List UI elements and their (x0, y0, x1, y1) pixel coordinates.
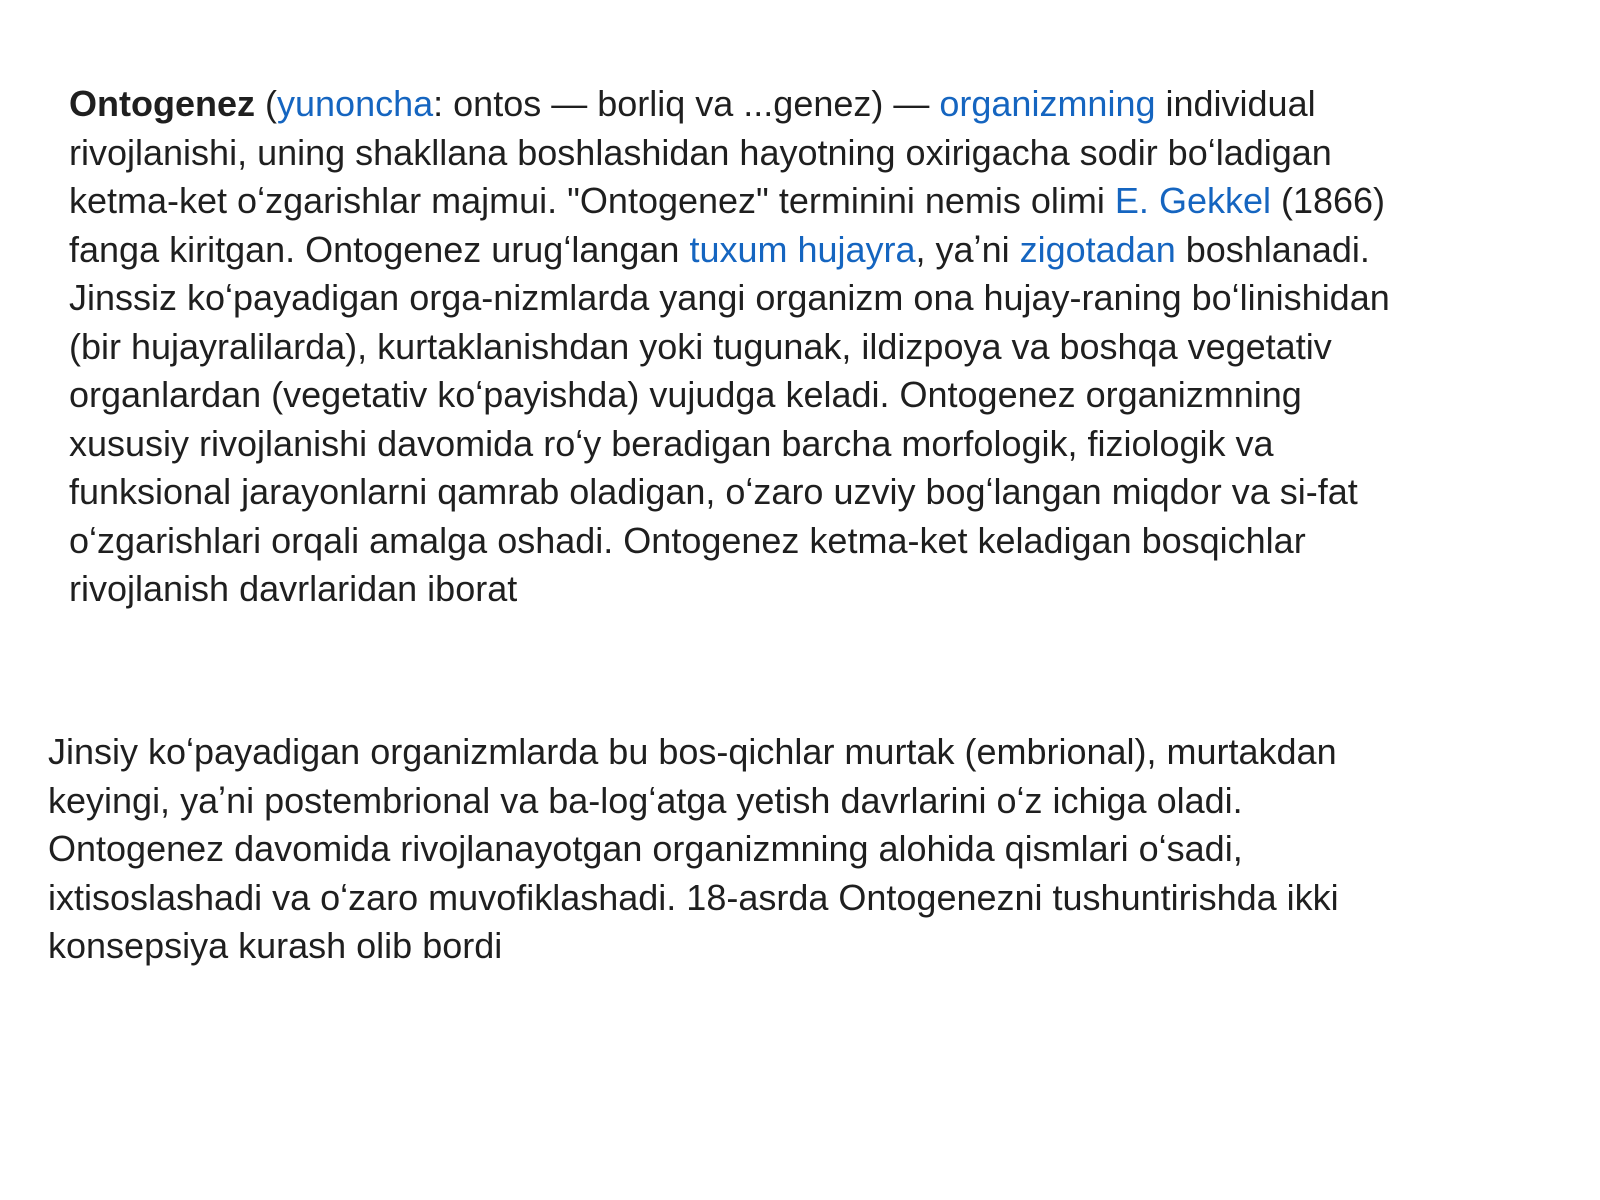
text-segment: , yaʼni (915, 228, 1020, 270)
link-organizmning[interactable]: organizmning (939, 83, 1156, 124)
ontogenez-definition-paragraph (69, 80, 1589, 614)
link-e-gekkel[interactable]: E. Gekkel (1114, 180, 1271, 221)
jinsiy-kopayish-paragraph (48, 728, 1568, 971)
text-segment: ( (255, 83, 277, 124)
term-ontogenez: Ontogenez (69, 83, 255, 124)
paragraph-text: Jinsiy koʻpayadigan organizmlarda bu bos-qichlar murtak (embrional), murtakdan keyingi, yaʼni postembrional va ba-logʻatga yetish davrlarini oʻz ichiga oladi. Ontogenez davomida rivojlanayotgan organizmning alohida qismlari oʻsadi, ixtisoslashadi va oʻzaro muvofiklashadi. 18-asrda Ontogenezni tushuntirishda ikki konsepsiya kurash olib bordi (48, 731, 1339, 966)
text-segment: : ontos — borliq va ...genez) — (433, 83, 940, 124)
text-segment: boshlanadi. Jinssiz koʻpayadigan orga-nizmlarda yangi organizm ona hujay-raning boʻlinishidan (bir hujayralilarda), kurtaklanishdan yoki tugunak, ildizpoya va boshqa vegetativ organlardan (vegetativ koʻpayishda) vujudga keladi. Ontogenez organizmning xususiy rivojlanishi davomida roʻy beradigan barcha morfologik, fiziologik va funksional jarayonlarni qamrab oladigan, oʻzaro uzviy bogʻlangan miqdor va si-fat oʻzgarishlari orqali amalga oshadi. Ontogenez ketma-ket keladigan bosqichlar rivojlanish davrlaridan iborat (69, 228, 1390, 609)
text-segment: individual rivojlanishi, uning shakllana boshlashidan hayotning oxirigacha sodir boʻladigan ketma-ket oʻzgarishlar majmui. "Ontogenez" terminini nemis olimi (69, 83, 1332, 221)
link-yunoncha[interactable]: yunoncha (277, 83, 434, 124)
text-segment: (1866) fanga kiritgan. Ontogenez urugʻlangan (69, 180, 1386, 270)
link-zigotadan[interactable]: zigotadan (1019, 228, 1176, 270)
link-tuxum-hujayra[interactable]: tuxum hujayra (689, 228, 916, 270)
